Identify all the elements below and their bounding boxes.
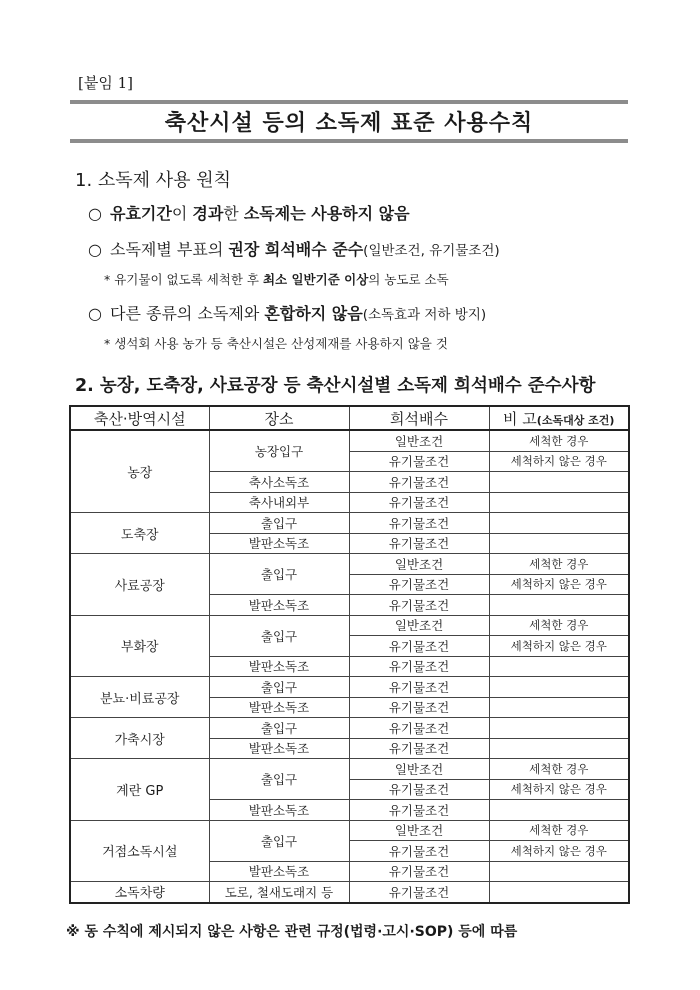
facility-cell: 부화장 <box>70 615 209 677</box>
note-asterisk-icon: * <box>104 272 111 287</box>
item2-c: (일반조건, 유기물조건) <box>363 243 500 259</box>
facility-cell: 거점소독시설 <box>70 820 209 882</box>
table-row <box>70 820 629 841</box>
place-cell: 발판소독조 <box>209 595 349 616</box>
dilution-cell: 유기물조건 <box>349 513 489 534</box>
remarks-cell <box>489 697 629 718</box>
facility-cell: 계란 GP <box>70 759 209 821</box>
dilution-cell: 유기물조건 <box>349 451 489 472</box>
table-row <box>70 615 629 636</box>
facility-cell: 도축장 <box>70 513 209 554</box>
remarks-cell <box>489 472 629 493</box>
dilution-cell: 유기물조건 <box>349 636 489 657</box>
place-cell: 발판소독조 <box>209 738 349 759</box>
place-cell: 출입구 <box>209 820 349 861</box>
dilution-cell: 일반조건 <box>349 430 489 451</box>
remarks-cell <box>489 513 629 534</box>
table-row <box>70 554 629 575</box>
note-asterisk-icon: * <box>104 336 111 351</box>
remarks-cell: 세척하지 않은 경우 <box>489 841 629 862</box>
remarks-cell: 세척한 경우 <box>489 430 629 451</box>
item3-a: 다른 종류의 소독제와 <box>110 304 265 323</box>
remarks-cell <box>489 738 629 759</box>
note2-c: 의 농도로 소독 <box>368 272 449 287</box>
dilution-cell: 유기물조건 <box>349 718 489 739</box>
place-cell: 출입구 <box>209 554 349 595</box>
circle-bullet-icon: ○ <box>88 240 102 259</box>
remarks-cell: 세척한 경우 <box>489 759 629 780</box>
title-rule-top <box>70 100 628 104</box>
dilution-cell: 유기물조건 <box>349 492 489 513</box>
header-remarks <box>489 406 629 430</box>
remarks-cell <box>489 595 629 616</box>
dilution-cell: 일반조건 <box>349 820 489 841</box>
remarks-cell <box>489 882 629 903</box>
note2-b: 최소 일반기준 이상 <box>262 272 369 287</box>
remarks-cell: 세척한 경우 <box>489 615 629 636</box>
footnote: ※ 동 수칙에 제시되지 않은 사항은 관련 규정(법령·고시·SOP) 등에 따름 <box>66 924 518 940</box>
remarks-cell <box>489 533 629 554</box>
dilution-cell: 유기물조건 <box>349 882 489 903</box>
circle-bullet-icon: ○ <box>88 304 102 323</box>
facility-cell: 소독차량 <box>70 882 209 903</box>
table-row <box>70 513 629 534</box>
remarks-cell <box>489 677 629 698</box>
principle-item-expiry <box>88 201 410 224</box>
item2-b: 권장 희석배수 준수 <box>228 240 364 259</box>
table-row <box>70 677 629 698</box>
remarks-cell <box>489 492 629 513</box>
dilution-cell: 일반조건 <box>349 615 489 636</box>
dilution-cell: 유기물조건 <box>349 779 489 800</box>
header-remarks-sub: (소독대상 조건) <box>536 413 615 427</box>
circle-bullet-icon: ○ <box>88 204 102 223</box>
dilution-cell: 유기물조건 <box>349 697 489 718</box>
note3-text: 생석회 사용 농가 등 축산시설은 산성제재를 사용하지 않을 것 <box>114 336 448 351</box>
table-row <box>70 882 629 903</box>
dilution-cell: 일반조건 <box>349 554 489 575</box>
place-cell: 출입구 <box>209 615 349 656</box>
item1-b: 이 <box>171 204 193 223</box>
dilution-cell: 일반조건 <box>349 759 489 780</box>
remarks-cell: 세척하지 않은 경우 <box>489 779 629 800</box>
principle-item-dilution <box>88 237 500 260</box>
dilution-cell: 유기물조건 <box>349 472 489 493</box>
place-cell: 도로, 철새도래지 등 <box>209 882 349 903</box>
remarks-cell: 세척하지 않은 경우 <box>489 574 629 595</box>
section1-heading: 1. 소독제 사용 원칙 <box>75 170 232 191</box>
principle-note-quicklime <box>104 334 448 352</box>
place-cell: 출입구 <box>209 677 349 698</box>
dilution-cell: 유기물조건 <box>349 738 489 759</box>
title-rule-bottom <box>70 139 628 143</box>
remarks-cell: 세척한 경우 <box>489 820 629 841</box>
dilution-table <box>69 405 630 904</box>
place-cell: 발판소독조 <box>209 861 349 882</box>
item1-d: 한 <box>223 204 244 223</box>
principle-note-dilution <box>104 270 449 288</box>
place-cell: 출입구 <box>209 513 349 534</box>
item2-a: 소독제별 부표의 <box>110 240 229 259</box>
place-cell: 발판소독조 <box>209 800 349 821</box>
item1-e: 소독제는 사용하지 않음 <box>243 204 410 223</box>
item1-a: 유효기간 <box>110 204 172 223</box>
attachment-label: [붙임 1] <box>78 74 133 92</box>
facility-cell: 가축시장 <box>70 718 209 759</box>
dilution-cell: 유기물조건 <box>349 574 489 595</box>
place-cell: 발판소독조 <box>209 697 349 718</box>
table-row <box>70 759 629 780</box>
dilution-cell: 유기물조건 <box>349 677 489 698</box>
remarks-cell <box>489 718 629 739</box>
remarks-cell <box>489 656 629 677</box>
remarks-cell: 세척하지 않은 경우 <box>489 636 629 657</box>
item3-c: (소독효과 저하 방지) <box>362 307 487 323</box>
dilution-cell: 유기물조건 <box>349 533 489 554</box>
section2-heading: 2. 농장, 도축장, 사료공장 등 축산시설별 소독제 희석배수 준수사항 <box>75 376 596 396</box>
facility-cell: 분뇨·비료공장 <box>70 677 209 718</box>
place-cell: 축사내외부 <box>209 492 349 513</box>
header-dilution: 희석배수 <box>349 406 489 430</box>
dilution-cell: 유기물조건 <box>349 841 489 862</box>
document-title: 축산시설 등의 소독제 표준 사용수칙 <box>164 111 534 136</box>
item3-b: 혼합하지 않음 <box>264 304 363 323</box>
header-facility: 축산·방역시설 <box>70 406 209 430</box>
principle-item-mixing <box>88 301 486 324</box>
item1-c: 경과 <box>192 204 224 223</box>
place-cell: 출입구 <box>209 718 349 739</box>
remarks-cell: 세척한 경우 <box>489 554 629 575</box>
place-cell: 출입구 <box>209 759 349 800</box>
header-remarks-label: 비 고 <box>503 409 537 428</box>
dilution-cell: 유기물조건 <box>349 800 489 821</box>
remarks-cell: 세척하지 않은 경우 <box>489 451 629 472</box>
dilution-cell: 유기물조건 <box>349 656 489 677</box>
place-cell: 발판소독조 <box>209 533 349 554</box>
dilution-cell: 유기물조건 <box>349 861 489 882</box>
remarks-cell <box>489 861 629 882</box>
place-cell: 발판소독조 <box>209 656 349 677</box>
table-row <box>70 430 629 451</box>
dilution-cell: 유기물조건 <box>349 595 489 616</box>
place-cell: 농장입구 <box>209 430 349 472</box>
remarks-cell <box>489 800 629 821</box>
table-header-row <box>70 406 629 430</box>
table-row <box>70 718 629 739</box>
note2-a: 유기물이 없도록 세척한 후 <box>114 272 263 287</box>
header-place: 장소 <box>209 406 349 430</box>
facility-cell: 농장 <box>70 430 209 513</box>
place-cell: 축사소독조 <box>209 472 349 493</box>
facility-cell: 사료공장 <box>70 554 209 616</box>
